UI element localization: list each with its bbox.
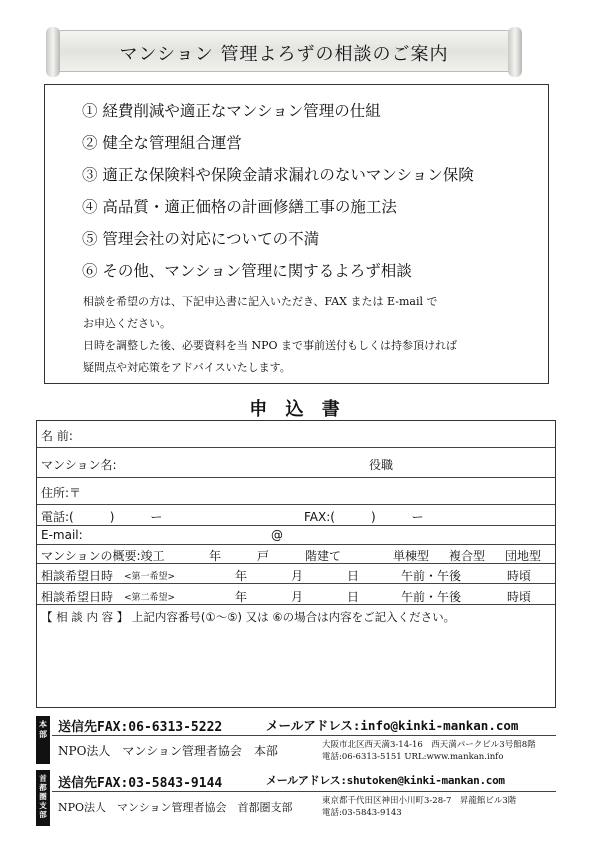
overview-row[interactable] [37, 545, 555, 564]
address-line: 電話:06-6313-5151 URL:www.mankan.info [322, 752, 504, 762]
note-line: 疑問点や対応策をアドバイスいたします。 [83, 361, 291, 374]
application-form-title: 申 込 書 [249, 399, 346, 420]
phone-label: 電話:( ) ー [41, 510, 163, 524]
mansion-row[interactable] [37, 448, 555, 478]
date-month: 月 [291, 569, 304, 583]
date-row-second[interactable] [37, 584, 555, 605]
overview-units: 戸 [257, 549, 270, 563]
date-time: 時頃 [507, 590, 532, 604]
topic-item: ③ 適正な保険料や保険金請求漏れのないマンション保険 [82, 166, 474, 184]
address-label: 住所:〒 [41, 486, 82, 500]
overview-floors: 階建て [305, 549, 342, 563]
date-label: 相談希望日時 [41, 590, 114, 604]
date-choice: <第二希望> [124, 593, 176, 603]
note-line: お申込ください。 [83, 317, 171, 330]
topic-item: ④ 高品質・適正価格の計画修繕工事の施工法 [82, 198, 397, 216]
address-row[interactable] [37, 478, 555, 505]
fax-label: FAX:( ) ー [304, 510, 424, 524]
phone-fax-row[interactable] [37, 505, 555, 526]
head-office-fax: 送信先FAX:06-6313-5222 [58, 720, 223, 735]
head-office-address [322, 739, 536, 763]
topic-item: ② 健全な管理組合運営 [82, 134, 242, 152]
note-line: 日時を調整した後、必要資料を当 NPO まで事前送付もしくは持参頂ければ [83, 339, 458, 352]
consultation-content-area[interactable] [37, 605, 555, 707]
date-label: 相談希望日時 [41, 569, 114, 583]
address-line: 東京都千代田区神田小川町3-28-7 昇龍館ビル3階 [322, 796, 517, 806]
topic-item: ⑤ 管理会社の対応についての不満 [82, 230, 320, 248]
overview-year: 年 [209, 549, 222, 563]
date-am-pm[interactable]: 午前・午後 [401, 590, 462, 604]
branch-office-email[interactable]: メールアドレス:shutoken@kinki-mankan.com [266, 774, 505, 787]
head-office-email[interactable]: メールアドレス:info@kinki-mankan.com [266, 718, 519, 733]
address-line: 大阪市北区西天満3-14-16 西天満パークビル3号館8階 [322, 740, 536, 750]
office-tab-branch: 首都圏支部 [36, 770, 50, 826]
date-am-pm[interactable]: 午前・午後 [401, 569, 462, 583]
page-title: マンション 管理よろずの相談のご案内 [119, 44, 449, 65]
consultation-topics-box [44, 84, 549, 384]
date-time: 時頃 [507, 569, 532, 583]
branch-office-fax: 送信先FAX:03-5843-9144 [58, 776, 223, 791]
date-choice: <第一希望> [124, 572, 176, 582]
overview-label: マンションの概要:竣工 [41, 549, 165, 563]
name-row[interactable] [37, 421, 555, 448]
mansion-name-label: マンション名: [41, 458, 117, 472]
divider [52, 735, 556, 736]
name-label: 名 前: [41, 429, 73, 443]
topic-item: ⑥ その他、マンション管理に関するよろず相談 [82, 262, 412, 280]
title-banner [56, 30, 512, 72]
date-day: 日 [347, 569, 360, 583]
type-single-building[interactable]: 単棟型 [393, 549, 430, 563]
position-label: 役職 [369, 458, 394, 472]
date-day: 日 [347, 590, 360, 604]
date-year: 年 [235, 569, 248, 583]
date-row-first[interactable] [37, 564, 555, 584]
email-label: E-mail: [41, 528, 83, 542]
email-at-sign: @ [271, 528, 283, 542]
branch-office-org: NPO法人 マンション管理者協会 首都圏支部 [58, 801, 293, 814]
divider [52, 791, 556, 792]
date-month: 月 [291, 590, 304, 604]
topic-item: ① 経費削減や適正なマンション管理の仕組 [82, 102, 381, 120]
office-tab-head: 本部 [36, 716, 50, 764]
note-line: 相談を希望の方は、下記申込書に記入いただき、FAX または E-mail で [83, 295, 438, 308]
type-housing-complex[interactable]: 団地型 [505, 549, 542, 563]
head-office-org: NPO法人 マンション管理者協会 本部 [58, 744, 278, 758]
email-row[interactable] [37, 526, 555, 545]
address-line: 電話:03-5843-9143 [322, 808, 402, 818]
application-form [36, 420, 556, 708]
type-complex[interactable]: 複合型 [449, 549, 486, 563]
date-year: 年 [235, 590, 248, 604]
branch-office-address [322, 795, 516, 819]
content-label: 【 相 談 内 容 】 上記内容番号(①〜⑤) 又は ⑥の場合は内容をご記入ください。 [41, 610, 456, 624]
